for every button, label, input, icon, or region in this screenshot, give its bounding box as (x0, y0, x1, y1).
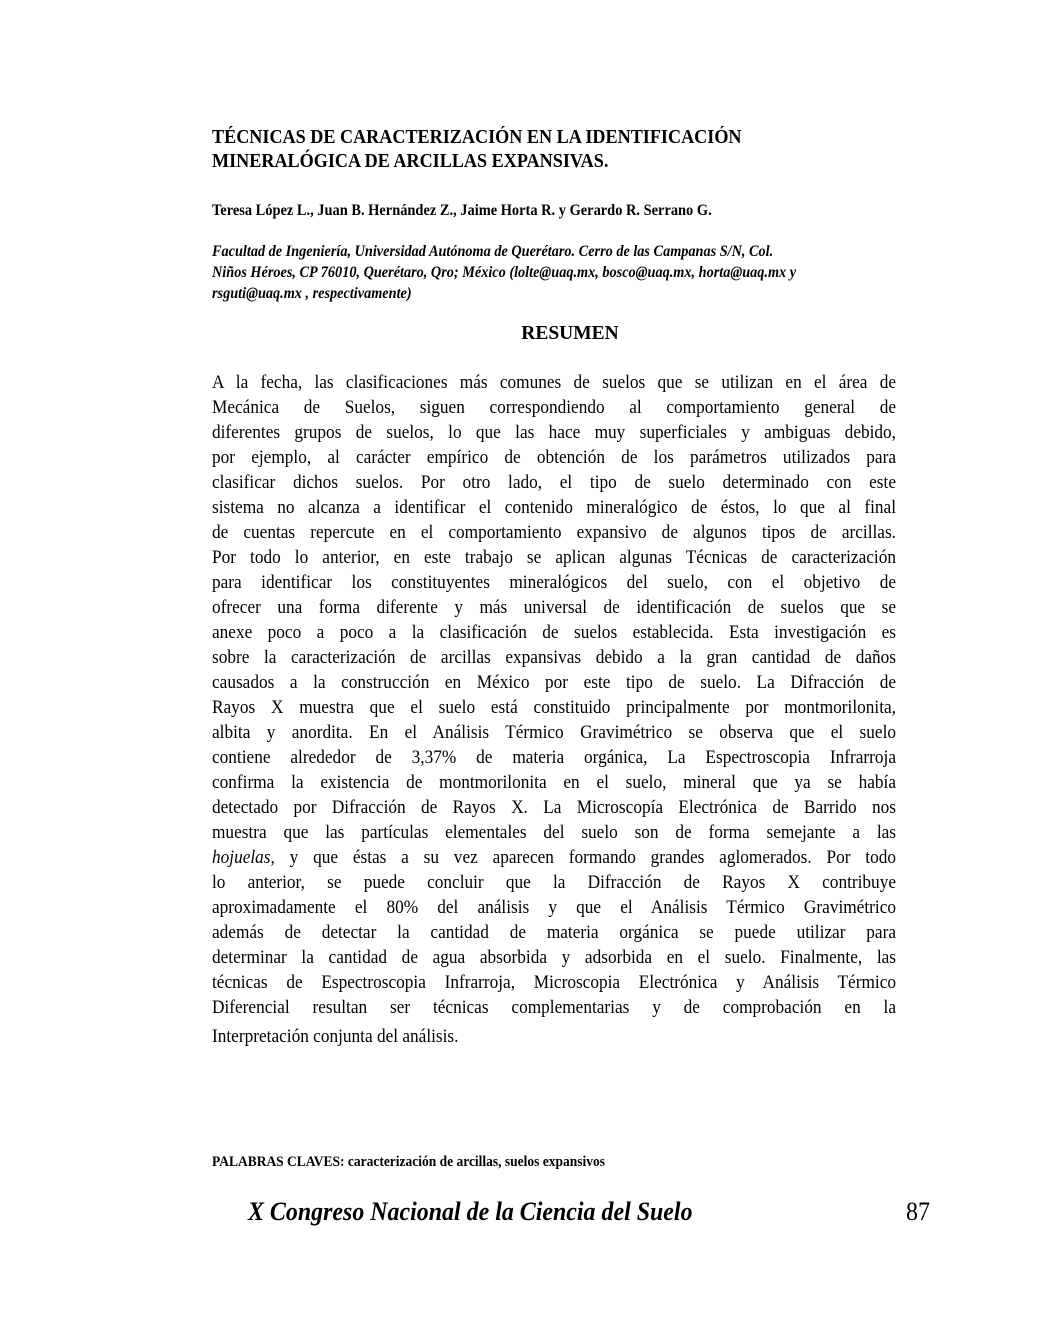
emphasized-term: hojuelas (212, 847, 271, 868)
affiliation-line: rsguti@uaq.mx , respectivamente) (212, 285, 412, 302)
abstract-line: detectado por Difracción de Rayos X. La Microscopía Electrónica de Barrido nos (212, 797, 896, 818)
abstract-line-rest: , y que éstas a su vez aparecen formando grandes aglomerados. Por todo (270, 847, 896, 868)
abstract-line: Rayos X muestra que el suelo está constituido principalmente por montmorilonita, (212, 697, 896, 718)
abstract-line: por ejemplo, al carácter empírico de obtención de los parámetros utilizados para (212, 447, 896, 468)
affiliation-line: Facultad de Ingeniería, Universidad Autónoma de Querétaro. Cerro de las Campanas S/N, Col. (212, 243, 774, 260)
paper-title: TÉCNICAS DE CARACTERIZACIÓN EN LA IDENTIFICACIÓN MINERALÓGICA DE ARCILLAS EXPANSIVAS. (212, 127, 742, 172)
abstract-line: aproximadamente el 80% del análisis y que el Análisis Térmico Gravimétrico (212, 897, 896, 918)
abstract-line: contiene alrededor de 3,37% de materia orgánica, La Espectroscopia Infrarroja (212, 747, 896, 768)
author-list: Teresa López L., Juan B. Hernández Z., Jaime Horta R. y Gerardo R. Serrano G. (212, 202, 712, 219)
abstract-line: causados a la construcción en México por este tipo de suelo. La Difracción de (212, 672, 896, 693)
abstract-line: albita y anordita. En el Análisis Térmico Gravimétrico se observa que el suelo (212, 722, 896, 743)
abstract-line: para identificar los constituyentes mineralógicos del suelo, con el objetivo de (212, 572, 896, 593)
abstract-line: ofrecer una forma diferente y más universal de identificación de suelos que se (212, 597, 896, 618)
abstract-line: sobre la caracterización de arcillas expansivas debido a la gran cantidad de daños (212, 647, 896, 668)
abstract-line: Interpretación conjunta del análisis. (212, 1026, 459, 1047)
abstract-line: diferentes grupos de suelos, lo que las hace muy superficiales y ambiguas debido, (212, 422, 896, 443)
keywords (212, 1153, 605, 1171)
footer-conference-title: X Congreso Nacional de la Ciencia del Suelo (248, 1197, 693, 1226)
abstract-line: además de detectar la cantidad de materia orgánica se puede utilizar para (212, 922, 896, 943)
abstract-line: determinar la cantidad de agua absorbida y adsorbida en el suelo. Finalmente, las (212, 947, 896, 968)
abstract-line: sistema no alcanza a identificar el contenido mineralógico de éstos, lo que al final (212, 497, 896, 518)
abstract-line: muestra que las partículas elementales del suelo son de forma semejante a las (212, 822, 896, 843)
keywords-value: caracterización de arcillas, suelos expansivos (344, 1154, 605, 1170)
abstract-line-mixed (212, 845, 896, 870)
abstract-line: clasificar dichos suelos. Por otro lado, el tipo de suelo determinado con este (212, 472, 896, 493)
abstract-line: Diferencial resultan ser técnicas complementarias y de comprobación en la (212, 997, 896, 1018)
abstract-line: anexe poco a poco a la clasificación de suelos establecida. Esta investigación es (212, 622, 896, 643)
abstract-line: A la fecha, las clasificaciones más comunes de suelos que se utilizan en el área de (212, 372, 896, 393)
abstract-line: lo anterior, se puede concluir que la Difracción de Rayos X contribuye (212, 872, 896, 893)
abstract-line: confirma la existencia de montmorilonita en el suelo, mineral que ya se había (212, 772, 896, 793)
abstract-line: Mecánica de Suelos, siguen correspondiendo al comportamiento general de (212, 397, 896, 418)
abstract-body (212, 370, 896, 1049)
keywords-label: PALABRAS CLAVES: (212, 1154, 345, 1170)
affiliation-line: Niños Héroes, CP 76010, Querétaro, Qro; México (lolte@uaq.mx, bosco@uaq.mx, horta@uaq.mx y (212, 264, 797, 281)
abstract-line: de cuentas repercute en el comportamiento expansivo de algunos tipos de arcillas. (212, 522, 896, 543)
affiliation (212, 241, 930, 304)
page-number: 87 (906, 1197, 930, 1226)
abstract-heading: RESUMEN (521, 323, 619, 344)
abstract-line: Por todo lo anterior, en este trabajo se aplican algunas Técnicas de caracterización (212, 547, 896, 568)
abstract-line: técnicas de Espectroscopia Infrarroja, Microscopia Electrónica y Análisis Térmico (212, 972, 896, 993)
